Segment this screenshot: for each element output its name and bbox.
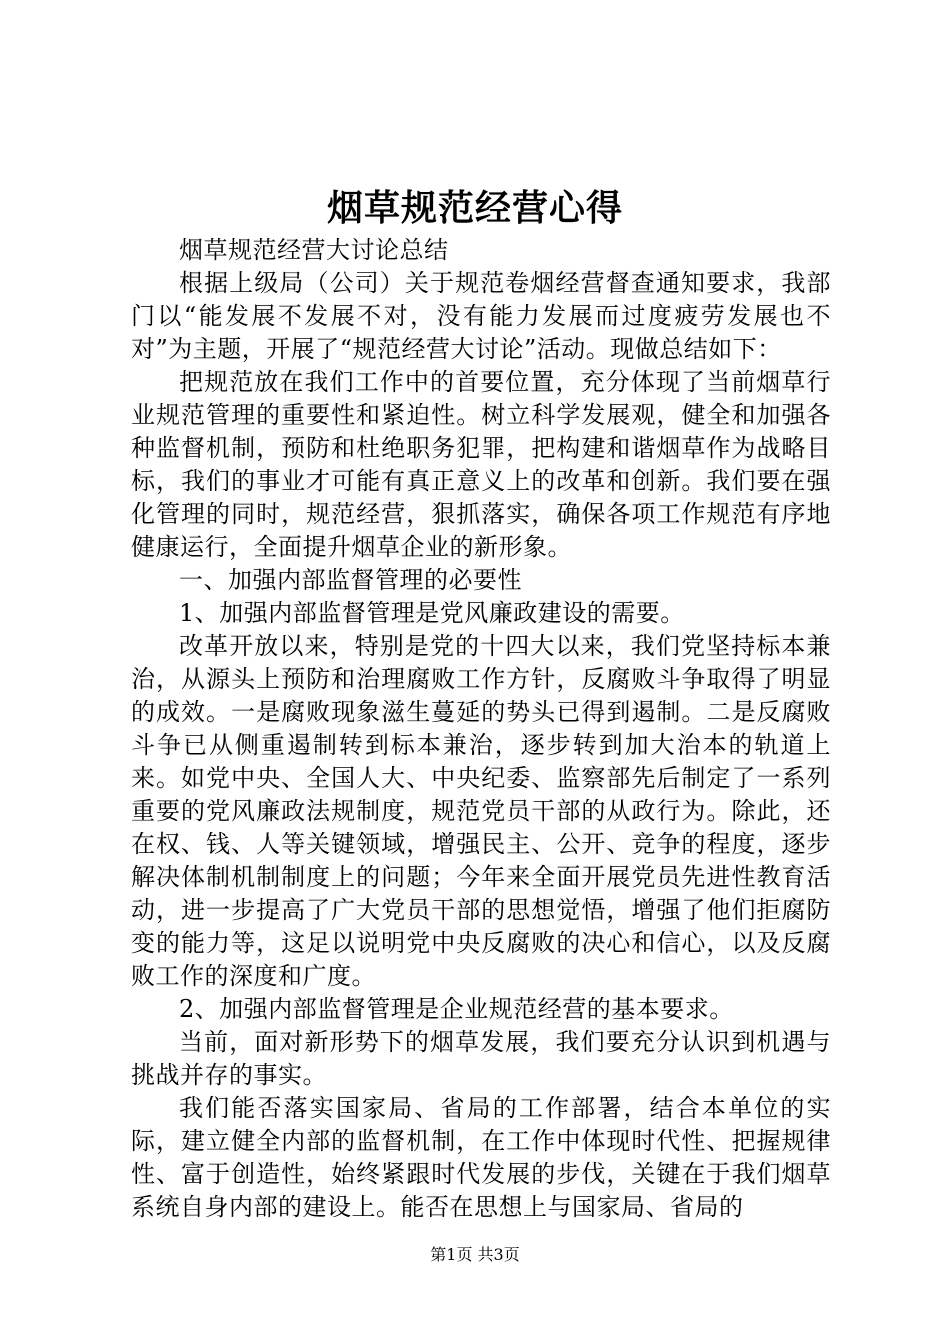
paragraph-5: 当前，面对新形势下的烟草发展，我们要充分认识到机遇与挑战并存的事实。 xyxy=(131,1028,831,1089)
page-footer: 第1页 共3页 xyxy=(430,1245,520,1264)
paragraph-6: 我们能否落实国家局、省局的工作部署，结合本单位的实际，建立健全内部的监督机制，在工作中体现时代性、把握规律性、富于创造性，始终紧跟时代发展的步伐，关键在于我们烟草系统自身内部的建设上。能否在思想上与国家局、省局的 xyxy=(131,1094,831,1221)
paragraph-1: 烟草规范经营大讨论总结 xyxy=(179,236,449,264)
document-body xyxy=(131,234,831,1224)
subsection-heading-1: 1、加强内部监督管理是党风廉政建设的需要。 xyxy=(179,599,685,627)
subsection-heading-2: 2、加强内部监督管理是企业规范经营的基本要求。 xyxy=(179,995,734,1023)
paragraph-3: 把规范放在我们工作中的首要位置，充分体现了当前烟草行业规范管理的重要性和紧迫性。树立科学发展观，健全和加强各种监督机制，预防和杜绝职务犯罪，把构建和谐烟草作为战略目标，我们的事业才可能有真正意义上的改革和创新。我们要在强化管理的同时，规范经营，狠抓落实，确保各项工作规范有序地健康运行，全面提升烟草企业的新形象。 xyxy=(131,368,831,561)
document-title: 烟草规范经营心得 xyxy=(326,187,623,229)
section-heading-1: 一、加强内部监督管理的必要性 xyxy=(179,566,522,594)
paragraph-4: 改革开放以来，特别是党的十四大以来，我们党坚持标本兼治，从源头上预防和治理腐败工作方针，反腐败斗争取得了明显的成效。一是腐败现象滋生蔓延的势头已得到遏制。二是反腐败斗争已从侧重遏制转到标本兼治，逐步转到加大治本的轨道上来。如党中央、全国人大、中央纪委、监察部先后制定了一系列重要的党风廉政法规制度，规范党员干部的从政行为。除此，还在权、钱、人等关键领域，增强民主、公开、竞争的程度，逐步解决体制机制制度上的问题；今年来全面开展党员先进性教育活动，进一步提高了广大党员干部的思想觉悟，增强了他们拒腐防变的能力等，这足以说明党中央反腐败的决心和信心，以及反腐败工作的深度和广度。 xyxy=(131,632,831,990)
paragraph-2: 根据上级局（公司）关于规范卷烟经营督查通知要求，我部门以“能发展不发展不对，没有能力发展而过度疲劳发展也不对”为主题，开展了“规范经营大讨论”活动。现做总结如下： xyxy=(131,269,831,363)
